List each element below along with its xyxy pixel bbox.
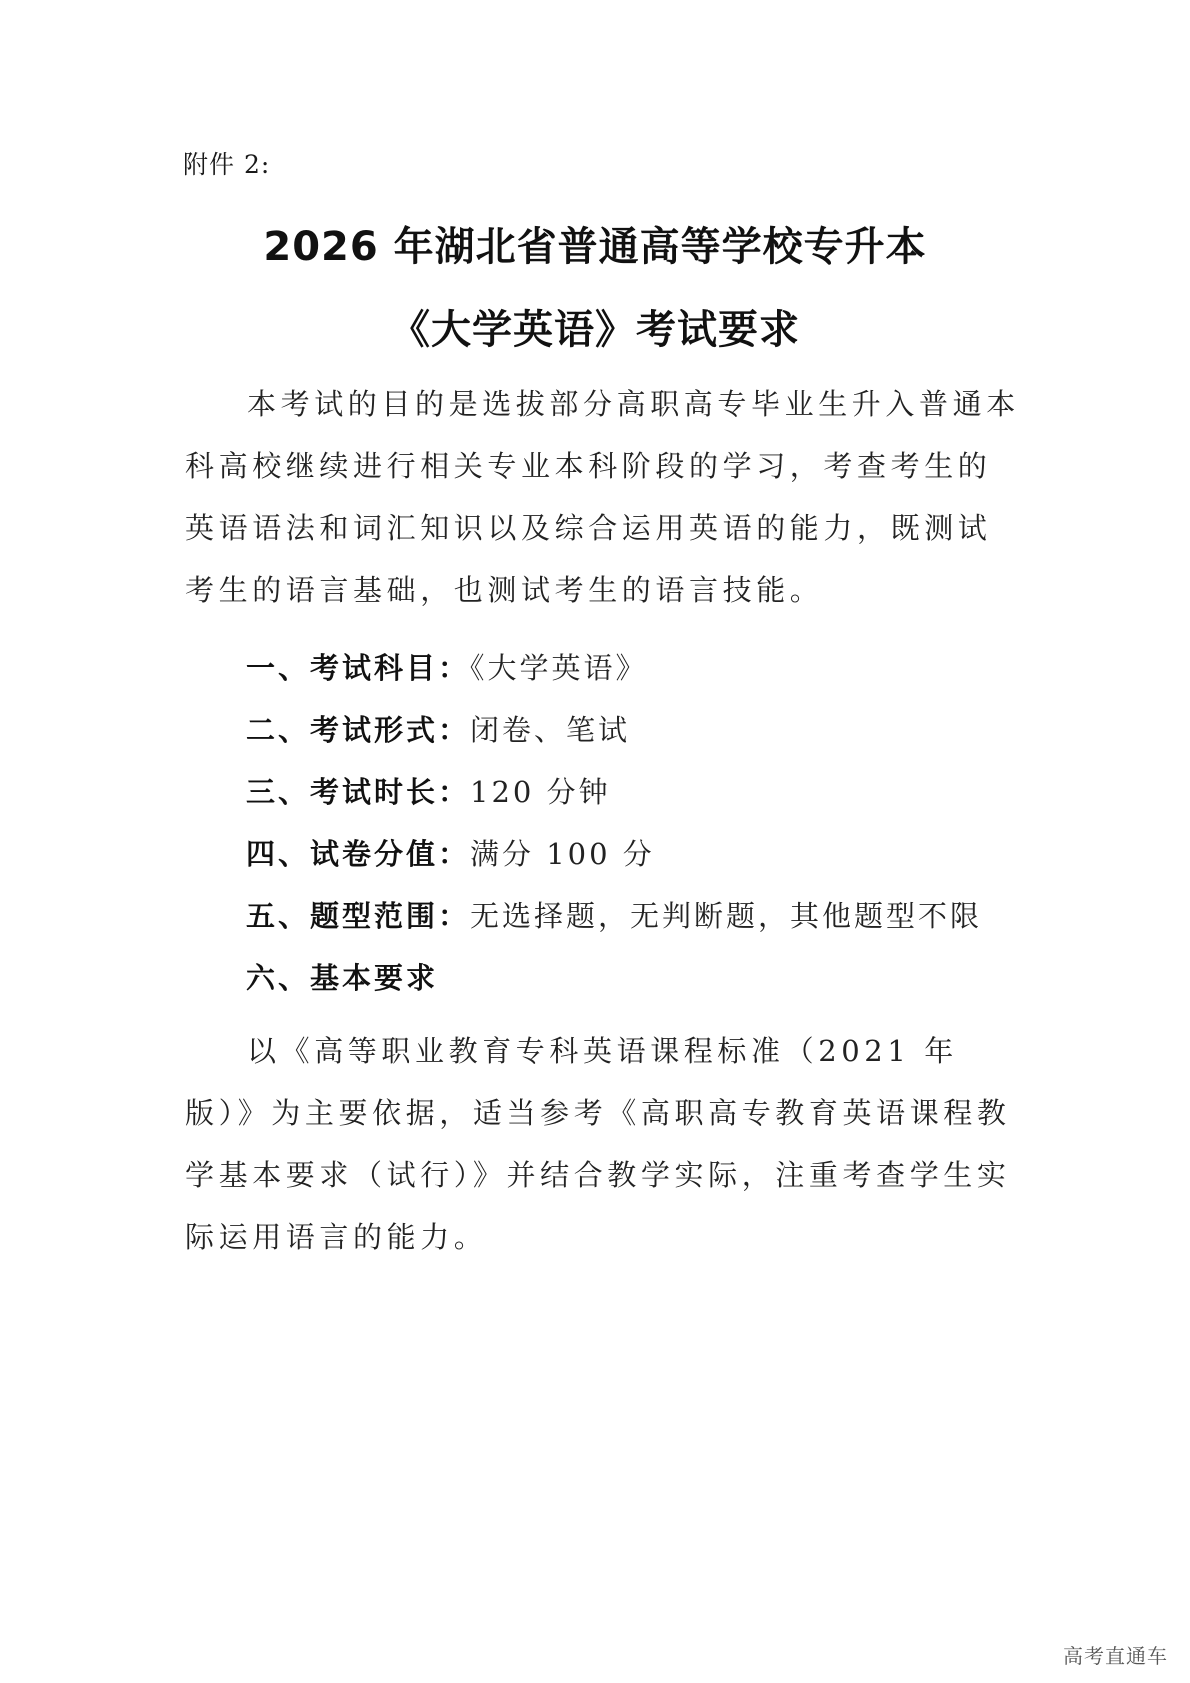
- requirement-value: 《大学英语》: [470, 651, 648, 685]
- requirement-item-question-types: [246, 896, 982, 936]
- requirement-label: 二、考试形式：: [246, 713, 471, 747]
- requirement-item-score: [246, 834, 655, 874]
- requirement-label: 五、题型范围：: [246, 899, 471, 933]
- requirement-item-subject: [246, 648, 648, 688]
- requirement-item-basic-requirements: [246, 958, 438, 998]
- attachment-label: 附件 2:: [183, 150, 271, 179]
- document-title-line-1: 2026 年湖北省普通高等学校专升本: [263, 224, 927, 270]
- requirement-value: 闭卷、笔试: [470, 713, 631, 747]
- document-title-line-2: 《大学英语》考试要求: [390, 307, 800, 353]
- requirement-label: 一、考试科目：: [246, 651, 471, 685]
- requirement-value: 满分 100 分: [470, 837, 655, 871]
- requirement-item-duration: [246, 772, 611, 812]
- requirement-label: 三、考试时长：: [246, 775, 471, 809]
- requirement-label: 六、基本要求: [246, 961, 439, 995]
- requirement-value: 120 分钟: [470, 775, 611, 809]
- basis-paragraph: 以《高等职业教育专科英语课程标准（2021 年版）》为主要依据，适当参考《高职高专教育英语课程教学基本要求（试行）》并结合教学实际，注重考查学生实际运用语言的能力。: [185, 1034, 1011, 1254]
- requirement-value: 无选择题，无判断题，其他题型不限: [470, 899, 983, 933]
- requirement-item-format: [246, 710, 630, 750]
- watermark-text: 高考直通车: [1063, 1644, 1168, 1668]
- intro-paragraph: 本考试的目的是选拔部分高职高专毕业生升入普通本科高校继续进行相关专业本科阶段的学习，考查考生的英语语法和词汇知识以及综合运用英语的能力，既测试考生的语言基础，也测试考生的语言技能。: [185, 387, 1020, 607]
- requirement-label: 四、试卷分值：: [246, 837, 471, 871]
